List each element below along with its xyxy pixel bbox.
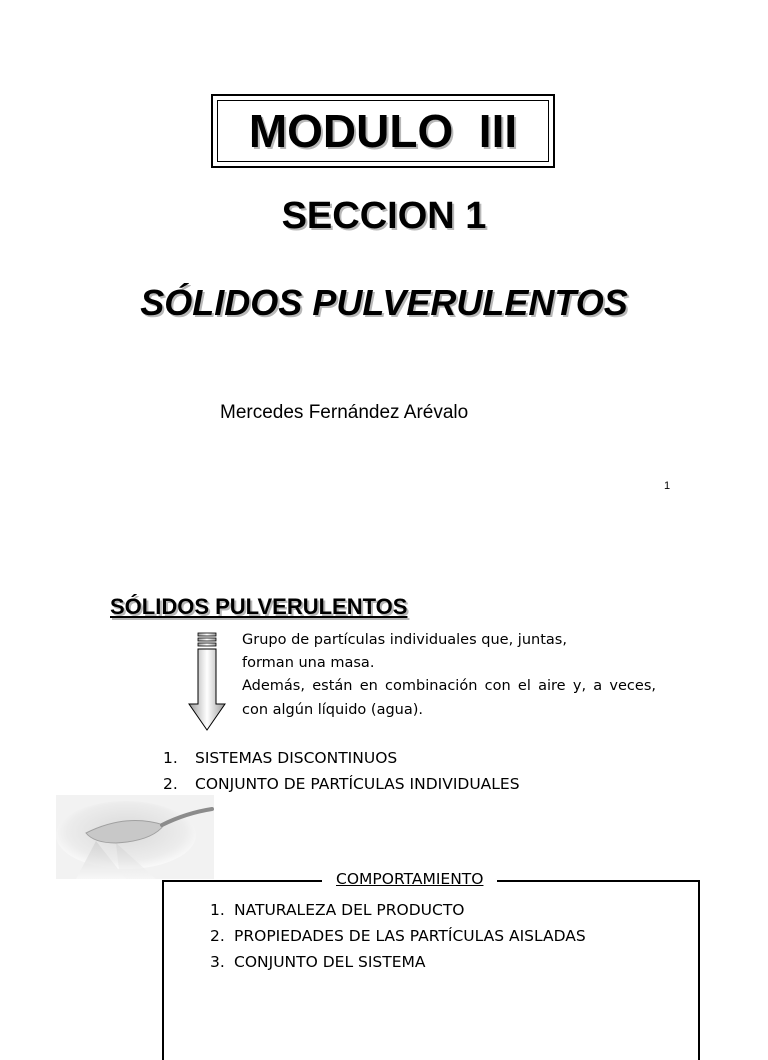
author-name: Mercedes Fernández Arévalo <box>220 402 469 423</box>
module-title-frame <box>211 94 555 168</box>
list-item: 2. PROPIEDADES DE LAS PARTÍCULAS AISLADAS <box>210 927 586 945</box>
description-line-2: forman una masa. <box>242 655 375 671</box>
main-title: SÓLIDOS PULVERULENTOS <box>140 282 628 323</box>
module-title-inner-frame <box>217 100 549 162</box>
features-list <box>163 745 520 797</box>
list-item: 1. SISTEMAS DISCONTINUOS <box>163 749 398 767</box>
down-arrow-icon <box>188 632 226 732</box>
slide2-heading: SÓLIDOS PULVERULENTOS <box>110 594 408 619</box>
description-line-3: Además, están en combinación con el aire y, a veces, con algún líquido (agua). <box>242 678 656 718</box>
module-title: MODULO III <box>248 105 518 157</box>
list-item: 1. NATURALEZA DEL PRODUCTO <box>210 901 465 919</box>
section-title: SECCION 1 <box>281 195 487 237</box>
description-block <box>242 628 656 722</box>
description-line-1: Grupo de partículas individuales que, juntas, <box>242 632 567 648</box>
behavior-title: COMPORTAMIENTO <box>322 870 497 888</box>
powder-spoon-image <box>56 795 214 879</box>
page-number-1: 1 <box>664 480 671 492</box>
list-item: 3. CONJUNTO DEL SISTEMA <box>210 953 426 971</box>
list-item: 2. CONJUNTO DE PARTÍCULAS INDIVIDUALES <box>163 775 520 793</box>
behavior-list <box>210 897 586 975</box>
